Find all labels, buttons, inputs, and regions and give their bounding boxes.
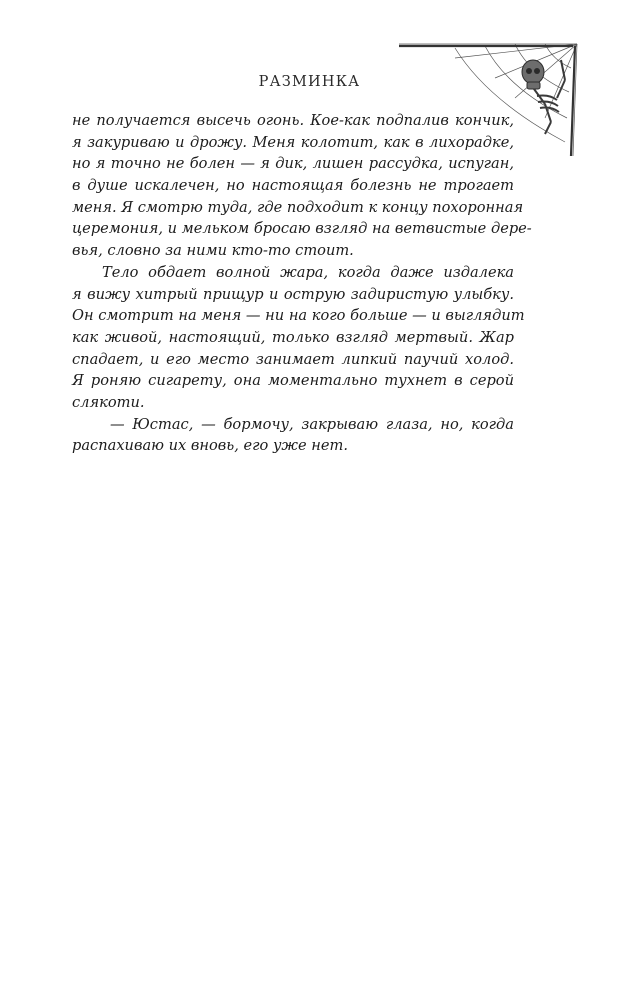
text-line: я закуриваю и дрожу. Меня колотит, как в лихорадке,: [72, 133, 514, 151]
text-line: Он смотрит на меня — ни на кого больше — и выглядит: [72, 307, 525, 325]
text-line: не получается высечь огонь. Кое-как подпалив кончик,: [72, 112, 514, 129]
text-line: я вижу хитрый прищур и острую задиристую улыбку.: [72, 285, 514, 303]
text-line: Тело обдает волной жара, когда даже издалека: [102, 263, 514, 281]
text-line: в душе искалечен, но настоящая болезнь не трогает: [72, 177, 514, 195]
text-line: меня. Я смотрю туда, где подходит к концу похоронная: [72, 198, 524, 216]
body-text: [72, 110, 532, 457]
text-line: церемония, и мельком бросаю взгляд на ветвистые дере-: [72, 220, 532, 238]
text-line: Я роняю сигарету, она моментально тухнет в серой: [72, 372, 514, 390]
text-line: вья, словно за ними кто-то стоит.: [72, 242, 354, 260]
text-line: — Юстас, — бормочу, закрываю глаза, но, когда: [110, 415, 514, 433]
text-line: распахиваю их вновь, его уже нет.: [72, 437, 348, 455]
text-line: но я точно не болен — я дик, лишен рассудка, испуган,: [72, 155, 514, 173]
running-header: РАЗМИНКА: [258, 74, 361, 90]
text-line: слякоти.: [72, 393, 145, 411]
text-line: как живой, настоящий, только взгляд мертвый. Жар: [72, 328, 514, 346]
text-line: спадает, и его место занимает липкий паучий холод.: [72, 350, 514, 368]
